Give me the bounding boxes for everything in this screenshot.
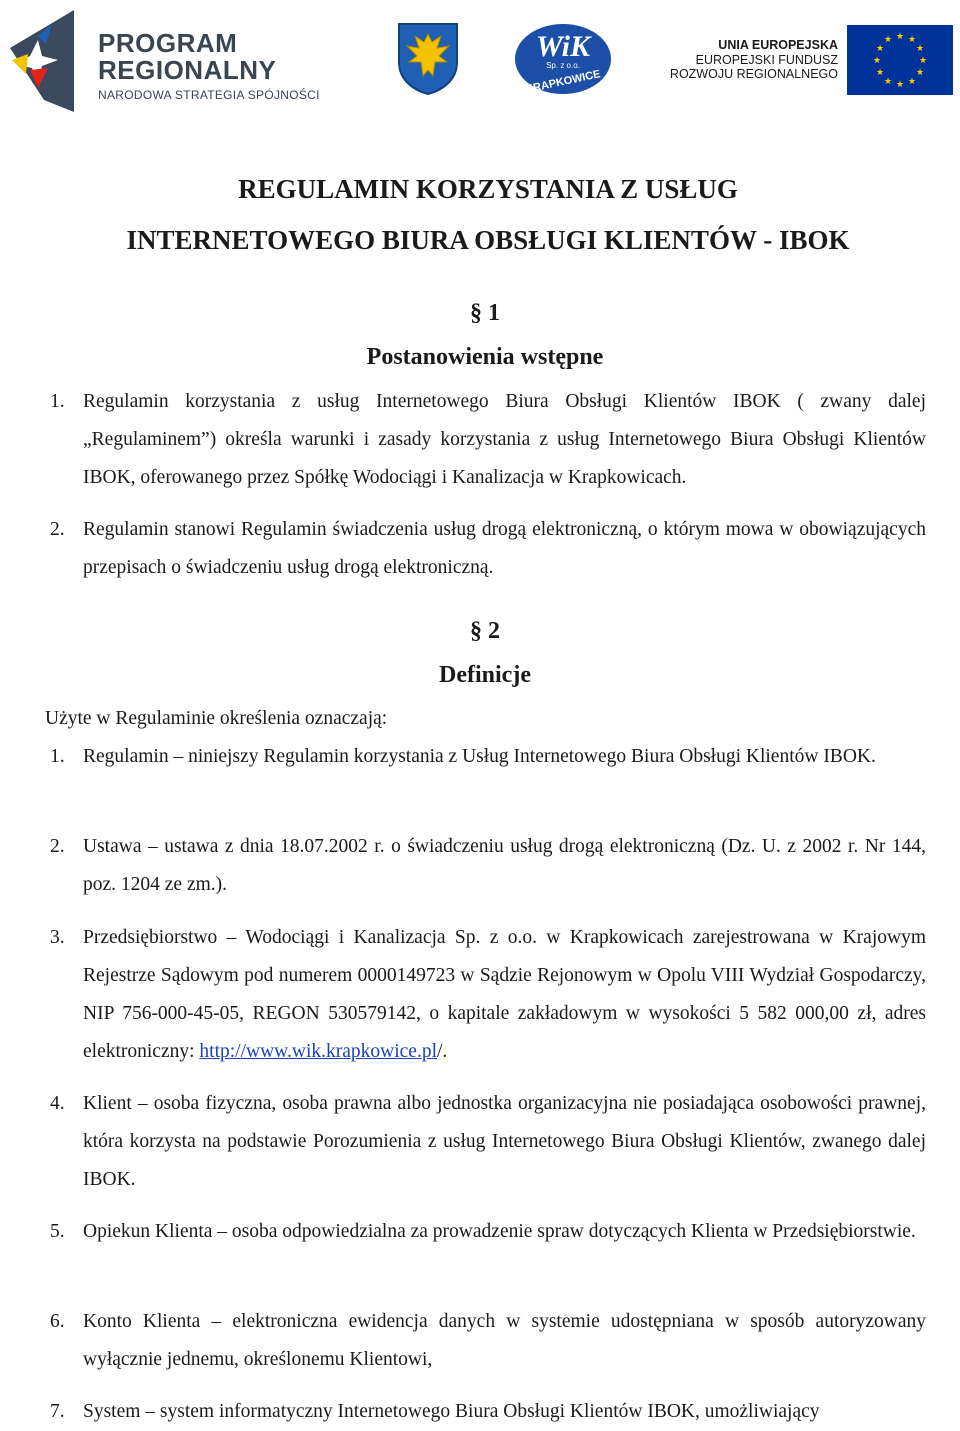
eu-label-line2: EUROPEJSKI FUNDUSZ (695, 52, 838, 67)
program-regionalny-star-logo (4, 4, 74, 112)
item-text: System – system informatyczny Internetowego Biura Obsługi Klientów IBOK, umożliwiający (83, 1401, 820, 1422)
section-1-sign: § 1 (470, 300, 500, 326)
definitions-intro: Użyte w Regulaminie określenia oznaczają: (45, 708, 388, 729)
item-number: 5. (50, 1221, 65, 1242)
item-number: 3. (50, 927, 65, 948)
item-number: 4. (50, 1093, 65, 1114)
item-text: Konto Klienta – elektroniczna ewidencja danych w systemie udostępniana w sposób autoryzowany wyłącznie jednemu, określonemu Klientowi, (83, 1311, 926, 1370)
item-text: Regulamin stanowi Regulamin świadczenia usług drogą elektroniczną, o którym mowa w obowiązujących przepisach o świadczeniu usług drogą elektroniczną. (83, 519, 926, 578)
item-number: 7. (50, 1401, 65, 1422)
item-text: Klient – osoba fizyczna, osoba prawna albo jednostka organizacyjna nie posiadająca osobowości prawnej, która korzysta na podstawie Porozumienia z usług Internetowego Biura Obsługi Klientów, zwanego dalej IBOK. (83, 1093, 926, 1190)
item-number: 1. (50, 746, 65, 767)
svg-text:★: ★ (895, 80, 905, 90)
svg-text:★: ★ (883, 35, 893, 45)
section-1-heading: Postanowienia wstępne (366, 344, 604, 370)
svg-text:★: ★ (907, 77, 917, 87)
item-text: Ustawa – ustawa z dnia 18.07.2002 r. o świadczeniu usług drogą elektroniczną (Dz. U. z 2002 r. Nr 144, poz. 1204 ze zm.). (83, 836, 926, 895)
wik-krapkowice-logo (513, 22, 613, 96)
svg-text:★: ★ (907, 35, 917, 45)
section-2-sign: § 2 (470, 618, 500, 644)
list-item (46, 511, 926, 587)
opole-coat-of-arms-icon (397, 22, 459, 96)
list-item (46, 738, 926, 776)
program-regionalny-wordmark (98, 30, 320, 102)
regionalny-label: REGIONALNY (98, 55, 277, 85)
strategy-label: NARODOWA STRATEGIA SPÓJNOŚCI (98, 88, 320, 102)
logo-bar (0, 0, 960, 120)
item-text: Opiekun Klienta – osoba odpowiedzialna za prowadzenie spraw dotyczących Klienta w Przedsiębiorstwie. (83, 1221, 916, 1242)
item-text-after-link: /. (437, 1041, 448, 1062)
document-title-line2: INTERNETOWEGO BIURA OBSŁUGI KLIENTÓW - IBOK (126, 225, 850, 255)
item-text-before-link: Przedsiębiorstwo – Wodociągi i Kanalizacja Sp. z o.o. w Krapkowicach zarejestrowana w Krajowym Rejestrze Sądowym pod numerem 0000149723 w Sądzie Rejonowym w Opolu VIII Wydział Gospodarczy, NIP 756-000-45-05, REGON 530579142, o kapitale zakładowym w wysokości 5 582 000,00 zł, adres elektroniczny: (83, 927, 926, 1062)
item-number: 2. (50, 519, 65, 540)
item-number: 2. (50, 836, 65, 857)
svg-text:★: ★ (883, 77, 893, 87)
item-text: Regulamin – niniejszy Regulamin korzystania z Usług Internetowego Biura Obsługi Klientów IBOK. (83, 746, 876, 767)
program-label: PROGRAM (98, 28, 238, 58)
svg-text:★: ★ (895, 32, 905, 42)
svg-text:★: ★ (918, 56, 928, 66)
eu-label-line1: UNIA EUROPEJSKA (718, 38, 838, 52)
section-2-heading: Definicje (439, 662, 531, 688)
company-website-link[interactable]: http://www.wik.krapkowice.pl (199, 1041, 437, 1062)
eu-fund-label (670, 38, 838, 82)
list-item (46, 383, 926, 497)
wik-main-text: WiK (536, 30, 590, 63)
item-text: Regulamin korzystania z usług Internetowego Biura Obsługi Klientów IBOK ( zwany dalej „Regulaminem”) określa warunki i zasady korzystania z usług Internetowego Biura Obsługi Klientów IBOK, oferowanego przez Spółkę Wodociągi i Kanalizacja w Krapkowicach. (83, 391, 926, 488)
eu-label-line3: ROZWOJU REGIONALNEGO (669, 67, 838, 81)
svg-text:★: ★ (915, 44, 925, 54)
item-text (83, 919, 926, 1071)
list-item (46, 919, 926, 1071)
eu-flag-icon (847, 25, 953, 95)
wik-city-text: KRAPKOWICE (524, 68, 602, 96)
item-number: 1. (50, 391, 65, 412)
document-title-line1: REGULAMIN KORZYSTANIA Z USŁUG (238, 174, 738, 204)
svg-text:★: ★ (875, 68, 885, 78)
svg-text:★: ★ (915, 68, 925, 78)
list-item (46, 1393, 926, 1431)
list-item (46, 828, 926, 904)
list-item (46, 1303, 926, 1379)
svg-text:★: ★ (872, 56, 882, 66)
svg-text:★: ★ (875, 44, 885, 54)
list-item (46, 1213, 926, 1251)
item-number: 6. (50, 1311, 65, 1332)
list-item (46, 1085, 926, 1199)
wik-sub-text: Sp. z o.o. (546, 61, 580, 70)
